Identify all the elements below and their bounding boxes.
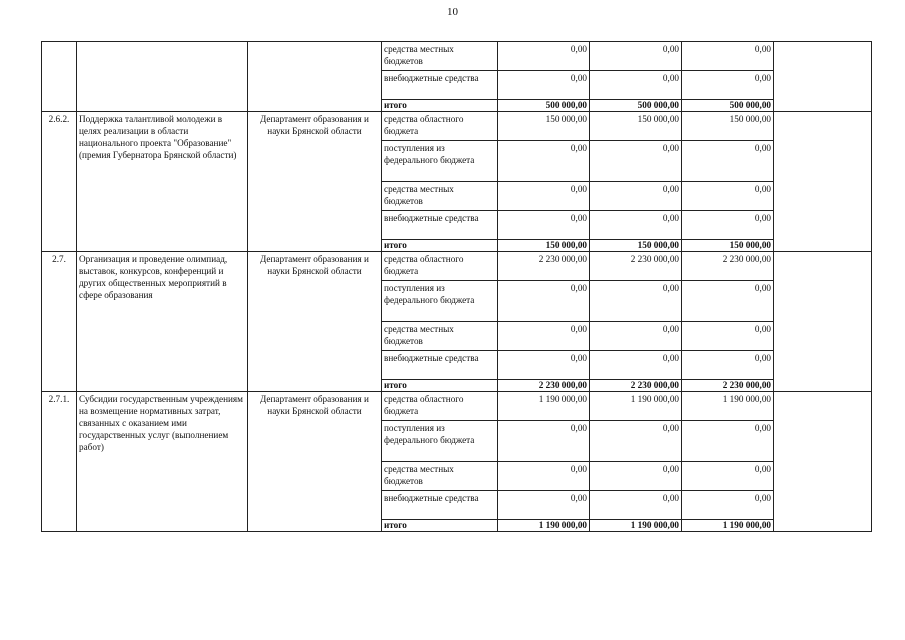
- cell-source: итого: [382, 100, 498, 112]
- cell-value: 0,00: [682, 322, 774, 351]
- cell-extra: [774, 42, 872, 112]
- cell-value: 0,00: [682, 141, 774, 182]
- cell-department: Департамент образования и науки Брянской области: [248, 112, 382, 252]
- cell-value: 150 000,00: [498, 240, 590, 252]
- cell-source: внебюджетные средства: [382, 211, 498, 240]
- cell-value: 2 230 000,00: [590, 380, 682, 392]
- cell-source: средства местных бюджетов: [382, 42, 498, 71]
- budget-table: [41, 41, 872, 532]
- cell-name: Организация и проведение олимпиад, выставок, конкурсов, конференций и других общественных мероприятий в сфере образования: [77, 252, 248, 392]
- cell-source: внебюджетные средства: [382, 491, 498, 520]
- cell-name: Поддержка талантливой молодежи в целях реализации в области национального проекта "Образование" (премия Губернатора Брянской области): [77, 112, 248, 252]
- cell-source: средства местных бюджетов: [382, 462, 498, 491]
- cell-value: 0,00: [498, 42, 590, 71]
- cell-department: [248, 42, 382, 112]
- cell-source: поступления из федерального бюджета: [382, 421, 498, 462]
- cell-value: 0,00: [498, 491, 590, 520]
- cell-value: 0,00: [682, 211, 774, 240]
- cell-value: 150 000,00: [498, 112, 590, 141]
- cell-value: 2 230 000,00: [590, 252, 682, 281]
- cell-value: 0,00: [498, 211, 590, 240]
- cell-source: поступления из федерального бюджета: [382, 281, 498, 322]
- cell-value: 1 190 000,00: [498, 520, 590, 532]
- cell-source: средства областного бюджета: [382, 392, 498, 421]
- cell-value: 0,00: [590, 351, 682, 380]
- cell-value: 0,00: [498, 351, 590, 380]
- cell-value: 0,00: [682, 351, 774, 380]
- cell-value: 0,00: [590, 421, 682, 462]
- cell-value: 0,00: [590, 491, 682, 520]
- cell-value: 1 190 000,00: [498, 392, 590, 421]
- cell-value: 0,00: [590, 462, 682, 491]
- cell-code: [42, 42, 77, 112]
- cell-source: итого: [382, 520, 498, 532]
- table-row: [42, 42, 872, 71]
- cell-value: 0,00: [590, 281, 682, 322]
- cell-source: средства местных бюджетов: [382, 182, 498, 211]
- cell-value: 0,00: [682, 491, 774, 520]
- cell-value: 0,00: [498, 281, 590, 322]
- cell-source: внебюджетные средства: [382, 351, 498, 380]
- table-row: [42, 112, 872, 141]
- page-number: 10: [447, 6, 458, 18]
- cell-value: 0,00: [682, 71, 774, 100]
- cell-department: Департамент образования и науки Брянской области: [248, 392, 382, 532]
- cell-value: 0,00: [590, 42, 682, 71]
- table-row: [42, 392, 872, 421]
- cell-value: 1 190 000,00: [590, 520, 682, 532]
- cell-extra: [774, 252, 872, 392]
- cell-value: 0,00: [498, 322, 590, 351]
- cell-value: 0,00: [682, 281, 774, 322]
- cell-name: [77, 42, 248, 112]
- cell-value: 2 230 000,00: [498, 380, 590, 392]
- cell-source: итого: [382, 240, 498, 252]
- cell-extra: [774, 112, 872, 252]
- cell-value: 150 000,00: [682, 240, 774, 252]
- cell-value: 0,00: [682, 182, 774, 211]
- cell-code: 2.6.2.: [42, 112, 77, 252]
- cell-value: 0,00: [682, 462, 774, 491]
- cell-value: 500 000,00: [498, 100, 590, 112]
- cell-value: 150 000,00: [590, 112, 682, 141]
- cell-source: средства местных бюджетов: [382, 322, 498, 351]
- cell-value: 0,00: [682, 421, 774, 462]
- cell-value: 0,00: [498, 182, 590, 211]
- cell-value: 0,00: [590, 211, 682, 240]
- cell-value: 0,00: [590, 71, 682, 100]
- cell-value: 0,00: [498, 462, 590, 491]
- cell-value: 150 000,00: [590, 240, 682, 252]
- cell-value: 0,00: [498, 141, 590, 182]
- cell-extra: [774, 392, 872, 532]
- cell-source: внебюджетные средства: [382, 71, 498, 100]
- table-row: [42, 252, 872, 281]
- cell-value: 0,00: [590, 141, 682, 182]
- table-body: [42, 42, 872, 532]
- cell-value: 2 230 000,00: [682, 380, 774, 392]
- cell-value: 1 190 000,00: [682, 392, 774, 421]
- cell-value: 0,00: [498, 421, 590, 462]
- cell-name: Субсидии государственным учреждениям на возмещение нормативных затрат, связанных с оказанием ими государственных услуг (выполнением работ): [77, 392, 248, 532]
- cell-value: 0,00: [498, 71, 590, 100]
- cell-value: 1 190 000,00: [682, 520, 774, 532]
- cell-department: Департамент образования и науки Брянской области: [248, 252, 382, 392]
- cell-value: 1 190 000,00: [590, 392, 682, 421]
- cell-code: 2.7.1.: [42, 392, 77, 532]
- cell-value: 500 000,00: [590, 100, 682, 112]
- cell-source: итого: [382, 380, 498, 392]
- cell-value: 500 000,00: [682, 100, 774, 112]
- cell-value: 2 230 000,00: [498, 252, 590, 281]
- cell-source: средства областного бюджета: [382, 252, 498, 281]
- cell-value: 2 230 000,00: [682, 252, 774, 281]
- cell-code: 2.7.: [42, 252, 77, 392]
- cell-value: 0,00: [590, 322, 682, 351]
- cell-value: 0,00: [590, 182, 682, 211]
- cell-value: 150 000,00: [682, 112, 774, 141]
- cell-source: средства областного бюджета: [382, 112, 498, 141]
- cell-source: поступления из федерального бюджета: [382, 141, 498, 182]
- cell-value: 0,00: [682, 42, 774, 71]
